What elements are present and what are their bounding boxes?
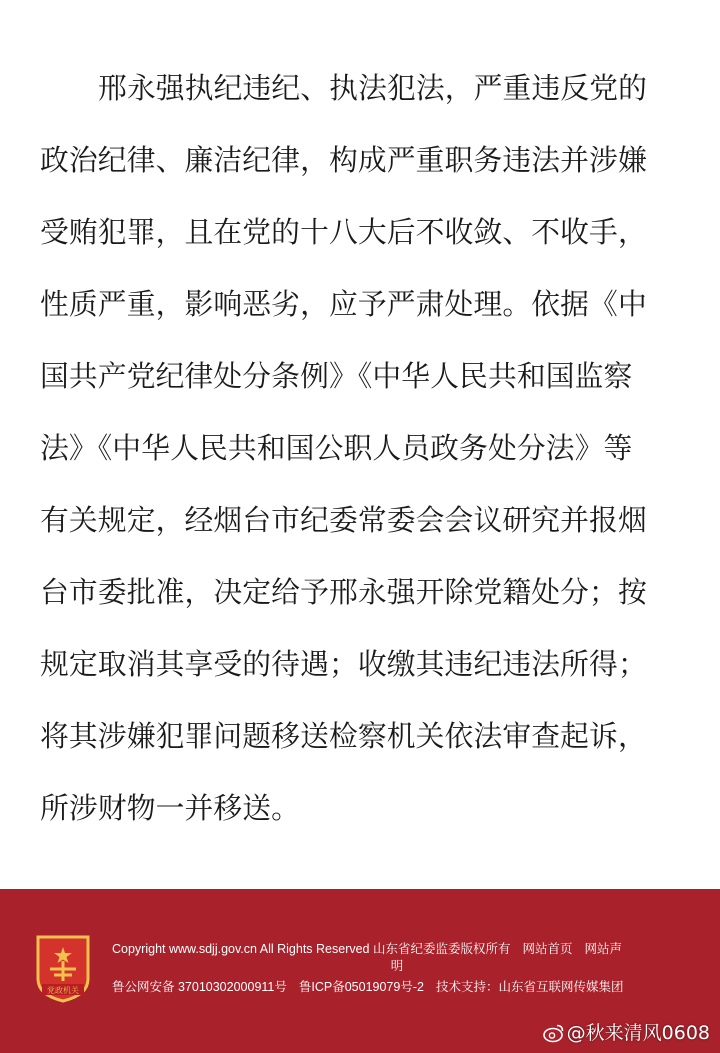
- emblem-label: 党政机关: [47, 986, 79, 995]
- article-paragraph-line: 规定取消其享受的待遇；收缴其违纪违法所得；: [40, 647, 647, 681]
- article-paragraph-line: 邢永强执纪违纪、执法犯法，严重违反党的: [98, 71, 648, 105]
- icp-record[interactable]: 鲁ICP备05019079号-2: [298, 980, 424, 994]
- article-paragraph-line: 性质严重，影响恶劣，应予严肃处理。依据《中: [40, 287, 647, 321]
- party-organ-emblem-icon[interactable]: [34, 935, 92, 1003]
- footer-info: [112, 941, 692, 996]
- copyright-text: Copyright www.sdjj.gov.cn All Rights Reserved 山东省纪委监委版权所有: [112, 942, 511, 956]
- site-statement-link[interactable]: 网站声: [584, 942, 623, 956]
- home-link[interactable]: 网站首页: [522, 942, 573, 956]
- tech-support: 技术支持：山东省互联网传媒集团: [435, 980, 624, 994]
- article-paragraph-line: 法》《中华人民共和国公职人员政务处分法》等: [40, 431, 633, 465]
- site-statement-link-wrap[interactable]: 明: [390, 959, 404, 973]
- police-record[interactable]: 鲁公网安备 37010302000911号: [112, 980, 287, 994]
- article-paragraph-line: 有关规定，经烟台市纪委常委会会议研究并报烟: [40, 503, 647, 537]
- article-paragraph-line: 受贿犯罪，且在党的十八大后不收敛、不收手，: [40, 215, 647, 249]
- article-paragraph-line: 所涉财物一并移送。: [40, 791, 301, 825]
- article-paragraph-line: 政治纪律、廉洁纪律，构成严重职务违法并涉嫌: [40, 143, 647, 177]
- weibo-icon: [543, 1023, 565, 1043]
- article-paragraph-line: 国共产党纪律处分条例》《中华人民共和国监察: [40, 359, 633, 393]
- article-paragraph-line: 将其涉嫌犯罪问题移送检察机关依法审查起诉，: [40, 719, 647, 753]
- site-footer: [0, 889, 720, 1053]
- watermark-text: @秋来清风0608: [566, 1022, 710, 1044]
- article-paragraph-line: 台市委批准，决定给予邢永强开除党籍处分；按: [40, 575, 647, 609]
- weibo-watermark: [543, 1018, 710, 1045]
- article-body: [40, 52, 680, 844]
